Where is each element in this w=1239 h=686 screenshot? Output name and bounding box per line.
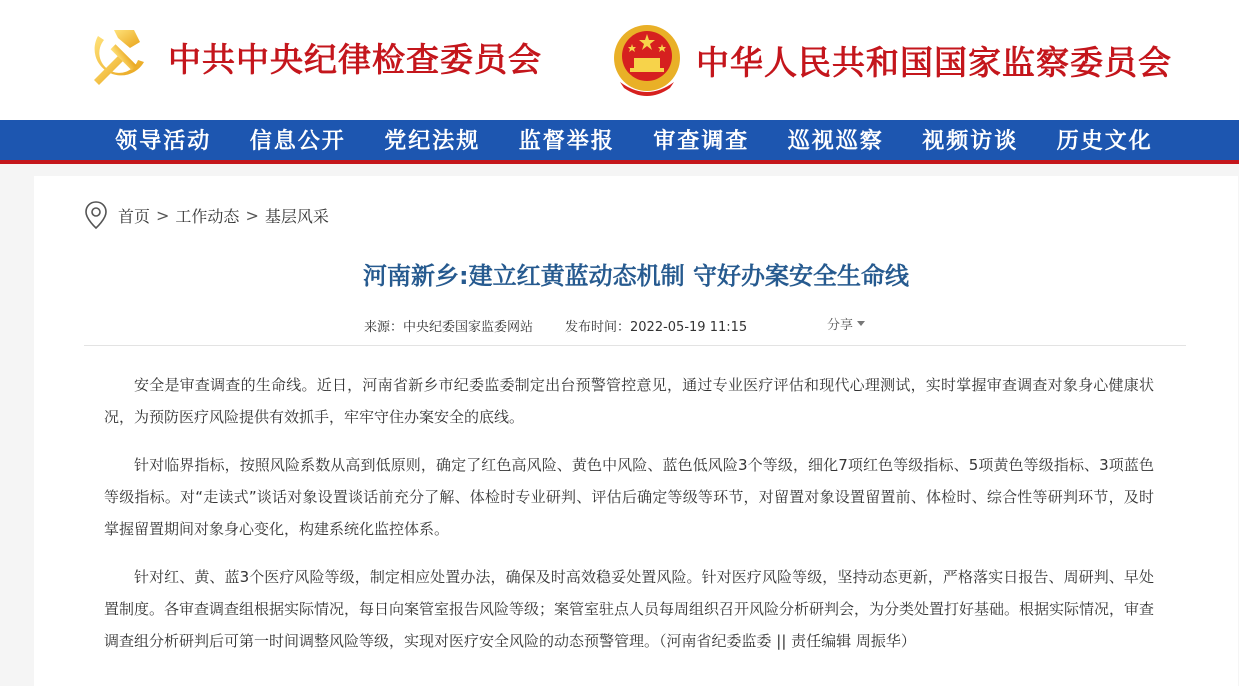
ccdi-title: 中共中央纪律检查委员会 — [168, 39, 542, 79]
party-emblem-icon — [84, 22, 154, 92]
nav-item-inspection[interactable]: 巡视巡察 — [787, 128, 884, 154]
site-header — [0, 0, 1239, 120]
share-button[interactable] — [827, 314, 865, 333]
article-title: 河南新乡:建立红黄蓝动态机制 守好办案安全生命线 — [363, 262, 909, 290]
article-paragraph: 针对临界指标，按照风险系数从高到低原则，确定了红色高风险、黄色中风险、蓝色低风险3个等级，细化7项红色等级指标、5项黄色等级指标、3项蓝色等级指标。对“走读式”谈话对象设置谈话前充分了解、体检时专业研判、评估后确定等级等环节，对留置对象设置留置前、体检时、综合性等研判环节，及时掌握留置期间对象身心变化，构建系统化监控体系。 — [104, 456, 1154, 538]
content-panel — [34, 176, 1238, 686]
article-publish-time: 发布时间：2022-05-19 11:15 — [565, 320, 748, 335]
nav-item-regulations[interactable]: 党纪法规 — [384, 128, 481, 154]
nav-item-report[interactable]: 监督举报 — [518, 128, 615, 154]
nav-item-history[interactable]: 历史文化 — [1056, 128, 1153, 154]
nav-item-leadership[interactable]: 领导活动 — [115, 128, 212, 154]
ccdi-brand[interactable] — [84, 22, 542, 92]
main-nav — [0, 120, 1239, 164]
article-source: 来源：中央纪委国家监委网站 — [364, 320, 534, 335]
article-paragraph: 针对红、黄、蓝3个医疗风险等级，制定相应处置办法，确保及时高效稳妥处置风险。针对医疗风险等级，坚持动态更新，严格落实日报告、周研判、早处置制度。各审查调查组根据实际情况，每日向案管室报告风险等级；案管室驻点人员每周组织召开风险分析研判会，为分类处置打好基础。根据实际情况，审查调查组分析研判后可第一时间调整风险等级，实现对医疗安全风险的动态预警管理。（河南省纪委监委 || 责任编辑 周振华） — [104, 568, 1155, 650]
national-emblem-icon — [610, 22, 684, 98]
breadcrumb-sep: > — [245, 205, 259, 225]
nav-item-disclosure[interactable]: 信息公开 — [249, 128, 346, 154]
divider — [84, 345, 1186, 346]
nav-item-investigation[interactable]: 审查调查 — [653, 128, 750, 154]
location-pin-icon — [84, 200, 108, 230]
article-meta — [364, 316, 747, 335]
nsc-brand[interactable] — [610, 22, 1172, 98]
breadcrumb-home[interactable]: 首页 — [118, 206, 151, 226]
article-paragraph: 安全是审查调查的生命线。近日，河南省新乡市纪委监委制定出台预警管控意见，通过专业医疗评估和现代心理测试，实时掌握审查调查对象身心健康状况，为预防医疗风险提供有效抓手，牢牢守住办案安全的底线。 — [104, 376, 1154, 426]
breadcrumb-grassroots[interactable]: 基层风采 — [264, 206, 329, 226]
chevron-down-icon — [857, 321, 865, 326]
share-label: 分享 — [827, 318, 854, 333]
nsc-title: 中华人民共和国国家监察委员会 — [696, 42, 1172, 82]
nav-item-video[interactable]: 视频访谈 — [922, 128, 1019, 154]
breadcrumb — [84, 200, 329, 230]
breadcrumb-work-news[interactable]: 工作动态 — [175, 206, 240, 226]
article-body — [104, 369, 1154, 673]
breadcrumb-sep: > — [156, 205, 170, 225]
